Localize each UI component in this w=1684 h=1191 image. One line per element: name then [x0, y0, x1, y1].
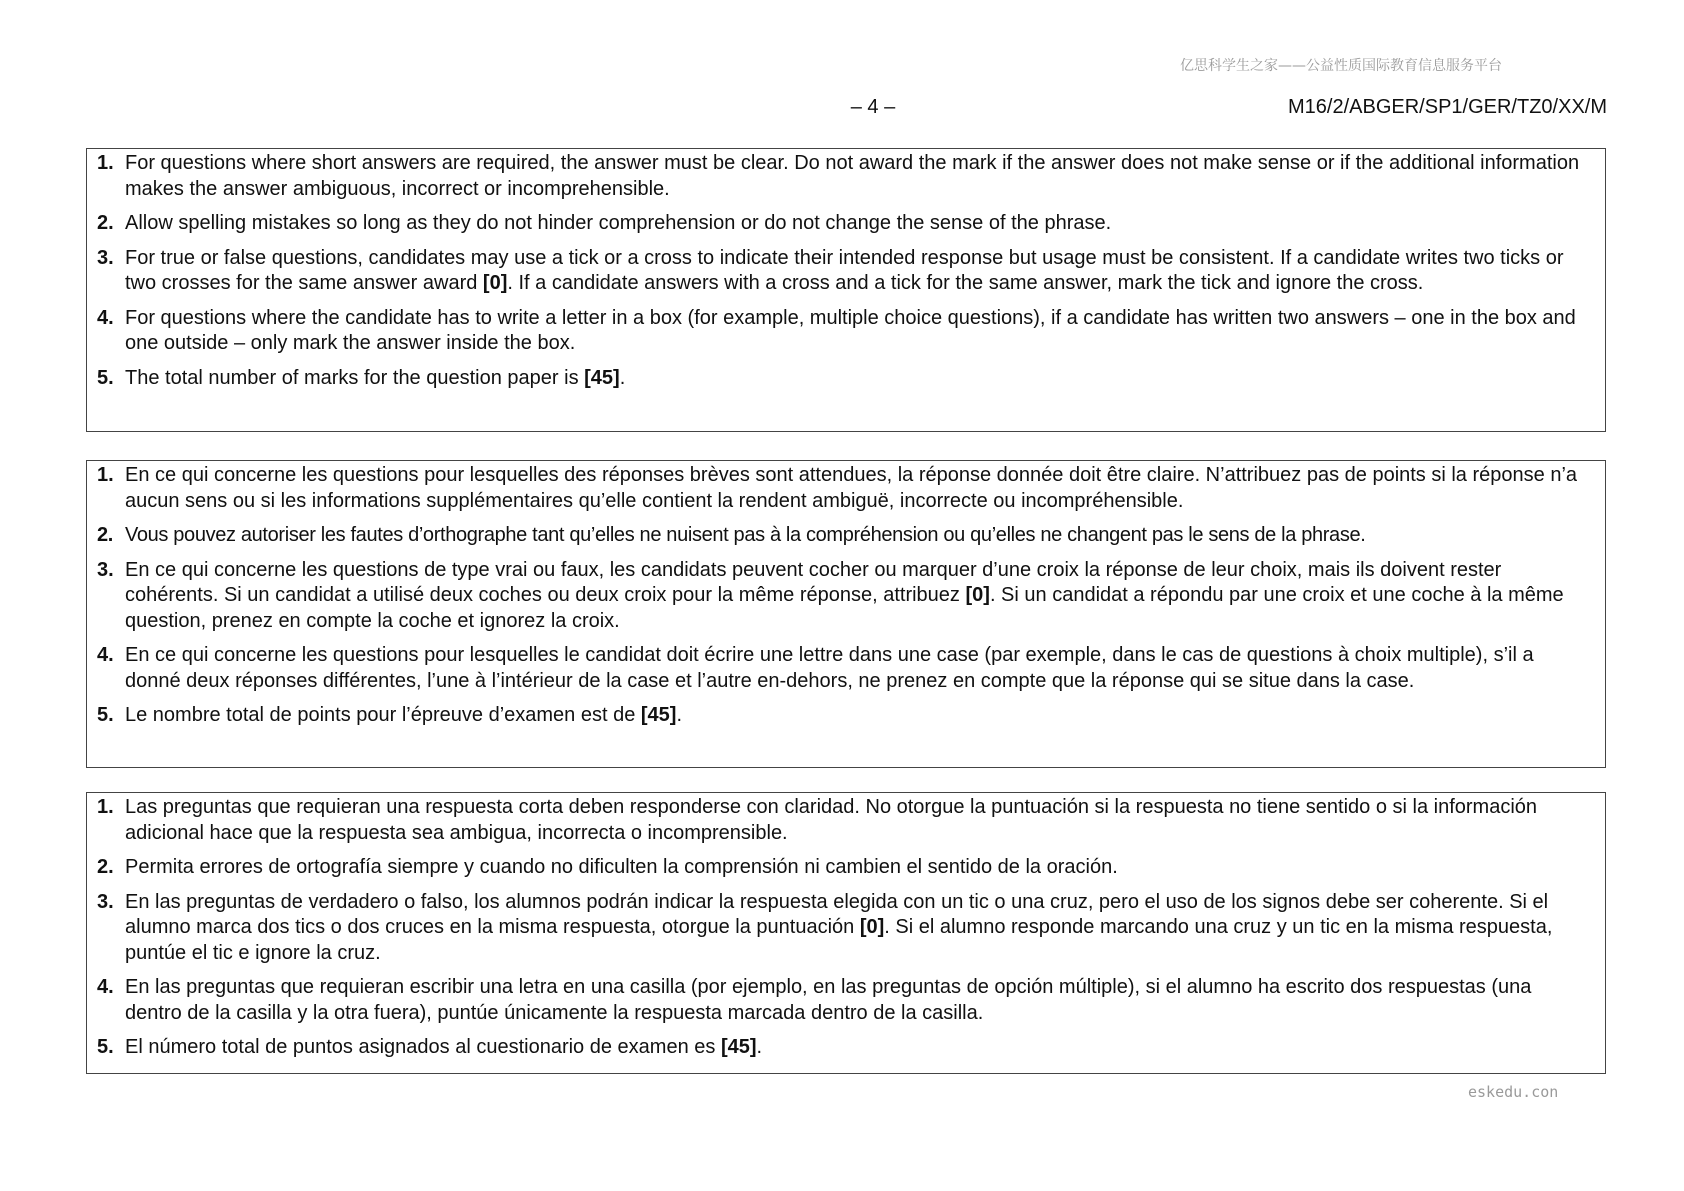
item-text: En las preguntas de verdadero o falso, los alumnos podrán indicar la respuesta elegida con un tic o una cruz, pero el uso de los signos debe ser coherente. Si el alumno marca dos tics o dos cruces en la misma respuesta, otorgue la puntuación	[125, 890, 1549, 938]
item-text-end: .	[756, 1036, 763, 1058]
item-number: 5.	[97, 704, 114, 726]
item-bold-mark: [45]	[640, 704, 677, 726]
item-text-end: . Si el alumno responde marcando una cruz y un tic en la misma respuesta, puntúe el tic e ignore la cruz.	[125, 916, 1553, 964]
item-text: En las preguntas que requieran escribir una letra en una casilla (por ejemplo, en las preguntas de opción múltiple), si el alumno ha escrito dos respuestas (una dentro de la casilla y la otra fuera), puntúe únicamente la respuesta marcada dentro de la casilla.	[125, 976, 1532, 1024]
spanish-item-5	[97, 1035, 1591, 1061]
item-number: 1.	[97, 464, 114, 486]
english-item-2	[97, 211, 1591, 237]
item-text-end: . If a candidate answers with a cross and a tick for the same answer, mark the tick and ignore the cross.	[507, 272, 1424, 294]
french-item-2	[97, 523, 1591, 549]
item-bold-mark: [0]	[859, 916, 885, 938]
english-item-1	[97, 151, 1591, 202]
english-item-3	[97, 246, 1591, 297]
item-number: 3.	[97, 890, 114, 913]
item-number: 3.	[97, 558, 114, 581]
item-number: 2.	[97, 856, 114, 878]
item-number: 4.	[97, 976, 114, 998]
item-number: 5.	[97, 366, 114, 389]
item-number: 2.	[97, 524, 113, 546]
item-bold-mark: [0]	[482, 272, 508, 294]
spanish-item-2	[97, 855, 1591, 881]
item-bold-mark: [45]	[720, 1036, 757, 1058]
english-instructions-box	[86, 148, 1606, 432]
item-text: For questions where the candidate has to write a letter in a box (for example, multiple choice questions), if a candidate has written two answers – one in the box and one outside – only mark the answer inside the box.	[125, 306, 1576, 354]
french-item-3	[97, 558, 1591, 635]
item-number: 4.	[97, 306, 114, 329]
item-text: En ce qui concerne les questions pour lesquelles des réponses brèves sont attendues, la réponse donnée doit être claire. N’attribuez pas de points si la réponse n’a aucun sens ou si les informations supplémentaires qu’elle contient la rendent ambiguë, incorrecte ou incompréhensible.	[125, 464, 1578, 512]
item-text: En ce qui concerne les questions de type vrai ou faux, les candidats peuvent cocher ou marquer d’une croix la réponse de leur choix, mais ils doivent rester cohérents. Si un candidat a utilisé deux coches ou deux croix pour la même réponse, attribuez	[125, 558, 1502, 606]
item-number: 4.	[97, 644, 114, 666]
item-text: El número total de puntos asignados al cuestionario de examen es	[125, 1036, 721, 1058]
item-text-end: . Si un candidat a répondu par une croix et une coche à la même question, prenez en compte la coche et ignorez la croix.	[125, 584, 1564, 632]
item-text: Le nombre total de points pour l’épreuve d’examen est de	[125, 704, 641, 726]
item-bold-mark: [0]	[965, 584, 990, 606]
english-item-5	[97, 366, 1591, 392]
spanish-instructions-box	[86, 792, 1606, 1074]
item-text-end: .	[619, 366, 626, 389]
item-text: Vous pouvez autoriser les fautes d’orthographe tant qu’elles ne nuisent pas à la compréhension ou qu’elles ne changent pas le sens de la phrase.	[125, 524, 1366, 546]
item-number: 1.	[97, 796, 114, 818]
english-item-4	[97, 306, 1591, 357]
item-number: 2.	[97, 212, 114, 234]
page-number: – 4 –	[850, 96, 896, 118]
footer-watermark: eskedu.con	[1468, 1083, 1559, 1101]
item-text: Las preguntas que requieran una respuesta corta deben responderse con claridad. No otorgue la puntuación si la respuesta no tiene sentido o si la información adicional hace que la respuesta sea ambigua, incorrecta o incomprensible.	[125, 796, 1538, 844]
item-number: 5.	[97, 1036, 114, 1058]
item-text: The total number of marks for the question paper is	[125, 366, 585, 389]
header-watermark: 亿思科学生之家——公益性质国际教育信息服务平台	[1180, 58, 1502, 74]
item-text: En ce qui concerne les questions pour lesquelles le candidat doit écrire une lettre dans une case (par exemple, dans le cas de questions à choix multiple), s’il a donné deux réponses différentes, l’une à l’intérieur de la case et l’autre en-dehors, ne prenez en compte que la réponse qui se situe dans la case.	[125, 644, 1534, 692]
item-number: 3.	[97, 246, 114, 269]
french-item-4	[97, 643, 1591, 694]
spanish-item-1	[97, 795, 1591, 846]
item-text: For true or false questions, candidates may use a tick or a cross to indicate their intended response but usage must be consistent. If a candidate writes two ticks or two crosses for the same answer award	[125, 246, 1564, 294]
item-text: Permita errores de ortografía siempre y cuando no dificulten la comprensión ni cambien el sentido de la oración.	[125, 856, 1118, 878]
document-code: M16/2/ABGER/SP1/GER/TZ0/XX/M	[1288, 96, 1607, 118]
item-text: For questions where short answers are required, the answer must be clear. Do not award the mark if the answer does not make sense or if the additional information makes the answer ambiguous, incorrect or incomprehensible.	[125, 152, 1580, 200]
spanish-item-4	[97, 975, 1591, 1026]
item-text-end: .	[676, 704, 683, 726]
item-number: 1.	[97, 152, 114, 174]
item-text: Allow spelling mistakes so long as they do not hinder comprehension or do not change the sense of the phrase.	[125, 212, 1112, 234]
french-item-5	[97, 703, 1591, 729]
item-bold-mark: [45]	[584, 366, 620, 389]
spanish-item-3	[97, 890, 1591, 967]
french-instructions-box	[86, 460, 1606, 768]
french-item-1	[97, 463, 1591, 514]
